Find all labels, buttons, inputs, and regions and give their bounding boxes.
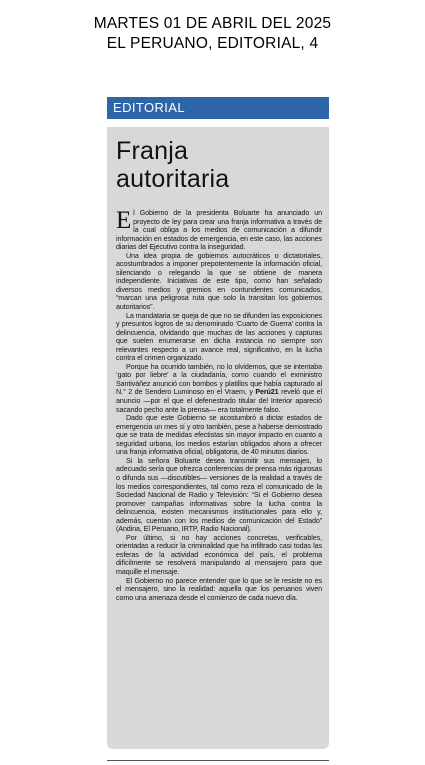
- article-title: [116, 137, 321, 193]
- page-header: [0, 14, 425, 54]
- paragraph-5: Dado que este Gobierno se acostumbró a dictar estados de emergencia un mes sí y otro también, pese a haberse demostrado que se trata de medidas efectistas sin mayor impacto en cuanto a seguridad urbana, los medios estarían obligados ahora a ofrecer una franja informativa oficial, obligatoria, de 40 minutos diarios.: [116, 414, 322, 457]
- paragraph-4: [116, 363, 322, 414]
- paragraph-2: Una idea propia de gobiernos autocráticos o dictatoriales, acostumbrados a imponer prepotentemente la información oficial, silenciando o relegando la que se obtiene de manera independiente. Iniciativas de este tipo, como han señalado diversos medios y gremios en contundentes comunicados, “marcan una peligrosa ruta que solo la transitan los gobiernos autoritarios”.: [116, 251, 322, 312]
- paragraph-4-bold: Perú21: [255, 388, 279, 397]
- paragraph-6: Si la señora Boluarte desea transmitir sus mensajes, lo adecuado sería que ofrezca conferencias de prensa más rigurosas o difunda sus —discutibles— versiones de la realidad a través de los medios correspondientes, tal como reza el comunicado de la Sociedad Nacional de Radio y Televisión: “Si el Gobierno desea promover campañas informativas sobre la lucha contra la delincuencia, existen mecanismos institucionales para ello y, además, cuentan con los medios de comunicación del Estado” (Andina, El Peruano, IRTP, Radio Nacional).: [116, 456, 322, 534]
- paragraph-7: Por último, si no hay acciones concretas, verificables, orientadas a reducir la criminalidad que ha infiltrado casi todas las esferas de la actividad económica del país, el problema difícilmente se resolverá manipulando al mensajero para que maquille el mensaje.: [116, 533, 322, 576]
- section-divider: [107, 119, 329, 127]
- title-line-1: Franja: [116, 137, 189, 165]
- date-line: MARTES 01 DE ABRIL DEL 2025: [93, 15, 332, 32]
- editorial-clipping: [107, 97, 329, 749]
- section-label: EDITORIAL: [107, 97, 329, 119]
- title-line-2: autoritaria: [116, 165, 230, 193]
- paragraph-8: El Gobierno no parece entender que lo que se le resiste no es el mensajero, sino la realidad: aquella que los peruanos viven como una amenaza desde el comienzo de cada nuevo día.: [116, 576, 322, 602]
- source-line: EL PERUANO, EDITORIAL, 4: [106, 35, 319, 52]
- paragraph-1-text: l Gobierno de la presidenta Boluarte ha anunciado un proyecto de ley para crear una franja informativa a través de la cual obliga a los medios de comunicación a difundir información en estados de emergencia, en este caso, las acciones diarias del Ejecutivo contra la inseguridad.: [116, 209, 322, 252]
- paragraph-3: La mandataria se queja de que no se difunden las exposiciones y presuntos logros de su denominado ‘Cuarto de Guerra’ contra la delincuencia, olvidando que muchas de las acciones y capturas que suelen enumerarse en dicha instancia no siempre son relevantes respecto a un avance real, significativo, en la lucha contra el crimen organizado.: [116, 311, 322, 363]
- drop-cap: E: [116, 207, 132, 234]
- paragraph-1: [116, 209, 322, 252]
- paragraph-4-text-b: reveló que el anuncio —por el que el defenestrado titular del Interior apareció sacando pecho ante la prensa— era totalmente falso.: [116, 388, 322, 414]
- paragraph-4-text-a: Porque ha ocurrido también, no lo olvidemos, que se intentaba ‘gato por liebre’ a la ciudadanía, como cuando el exministro Santiváñez anunció con bombos y platillos que había capturado al N.° 2 de Sendero Luminoso en el Vraem, y: [116, 362, 322, 397]
- bottom-divider: [107, 760, 329, 761]
- article-body: [116, 209, 322, 602]
